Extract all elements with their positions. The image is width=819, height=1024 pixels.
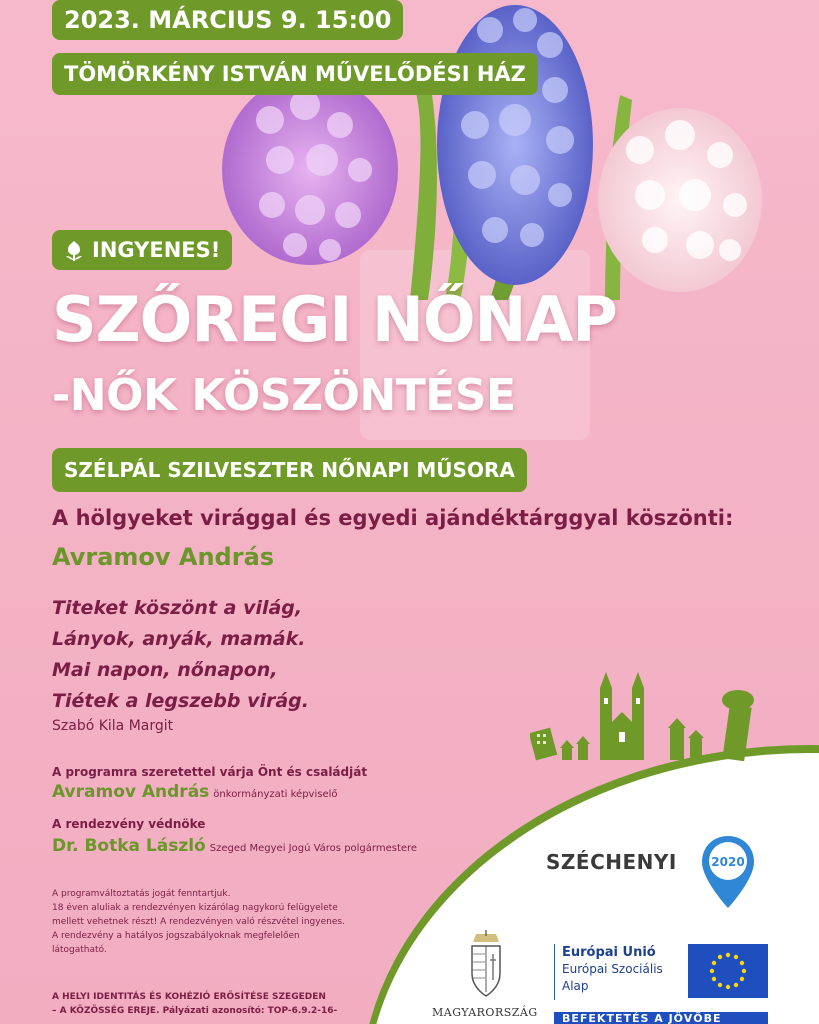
hungary-coat-of-arms-icon <box>466 930 506 1002</box>
szechenyi-logo-text: SZÉCHENYI <box>546 850 677 874</box>
patron-name: Dr. Botka László <box>52 836 206 856</box>
patron-role: Szeged Megyei Jogú Város polgármestere <box>209 843 418 854</box>
szechenyi-year: 2020 <box>711 855 745 869</box>
note-line: A rendezvény a hatályos jogszabályoknak megfelelően <box>52 931 300 941</box>
free-entry-badge <box>52 230 232 270</box>
show-badge <box>52 448 527 492</box>
inviter-name-line <box>52 782 338 802</box>
note-line: mellett vehetnek részt! A rendezvényen való részvétel ingyenes. <box>52 917 345 927</box>
city-skyline-icon <box>530 668 819 778</box>
host-name: Avramov András <box>52 543 275 571</box>
show-text: SZÉLPÁL SZILVESZTER NŐNAPI MŰSORA <box>64 458 515 482</box>
note-line: A programváltoztatás jogát fenntartjuk. <box>52 889 231 899</box>
poem-line: Mai napon, nőnapon, <box>52 659 278 681</box>
eu-line-1: Európai Unió <box>562 945 656 960</box>
poem <box>52 593 309 717</box>
note-line: látogatható. <box>52 945 107 955</box>
eu-flag-icon <box>688 944 768 998</box>
eu-line-3: Alap <box>562 979 589 993</box>
poem-line: Lányok, anyák, mamák. <box>52 628 306 650</box>
event-date-badge <box>52 0 403 40</box>
event-title: SZŐREGI NŐNAP <box>52 283 617 356</box>
free-entry-text: INGYENES! <box>92 238 221 262</box>
note-line: 18 éven aluliak a rendezvényen kizárólag nagykorú felügyelete <box>52 903 338 913</box>
eu-text-block <box>562 944 663 995</box>
inviter-role: önkormányzati képviselő <box>213 789 338 800</box>
tulip-icon <box>62 238 86 262</box>
eu-line-2: Európai Szociális <box>562 962 663 976</box>
patron-label: A rendezvény védnöke <box>52 817 206 831</box>
venue-badge <box>52 53 538 95</box>
greeting-text: A hölgyeket virággal és egyedi ajándéktárggyal köszönti: <box>52 506 734 530</box>
poem-line: Tiétek a legszebb virág. <box>52 690 309 712</box>
project-line: A HELYI IDENTITÁS ÉS KOHÉZIÓ ERŐSÍTÉSE SZEGEDEN <box>52 992 326 1002</box>
project-info <box>52 990 362 1018</box>
inviter-name: Avramov András <box>52 782 210 802</box>
project-line: – A KÖZÖSSÉG EREJE. Pályázati azonosító: TOP-6.9.2-16- <box>52 1006 338 1016</box>
venue-text: TÖMÖRKÉNY ISTVÁN MŰVELŐDÉSI HÁZ <box>64 62 526 86</box>
notes-block <box>52 887 362 957</box>
event-subtitle: -NŐK KÖSZÖNTÉSE <box>52 370 516 421</box>
patron-name-line <box>52 836 417 856</box>
poem-author: Szabó Kila Margit <box>52 718 174 734</box>
event-date-text: 2023. MÁRCIUS 9. 15:00 <box>64 6 392 34</box>
location-pin-icon <box>700 834 756 910</box>
invite-text: A programra szeretettel várja Önt és családját <box>52 765 368 779</box>
invest-banner: BEFEKTETÉS A JÖVŐBE <box>554 1012 768 1024</box>
poem-line: Titeket köszönt a világ, <box>52 597 303 619</box>
eu-divider <box>554 944 555 1000</box>
magyarorszag-text: MAGYARORSZÁG <box>432 1006 538 1019</box>
